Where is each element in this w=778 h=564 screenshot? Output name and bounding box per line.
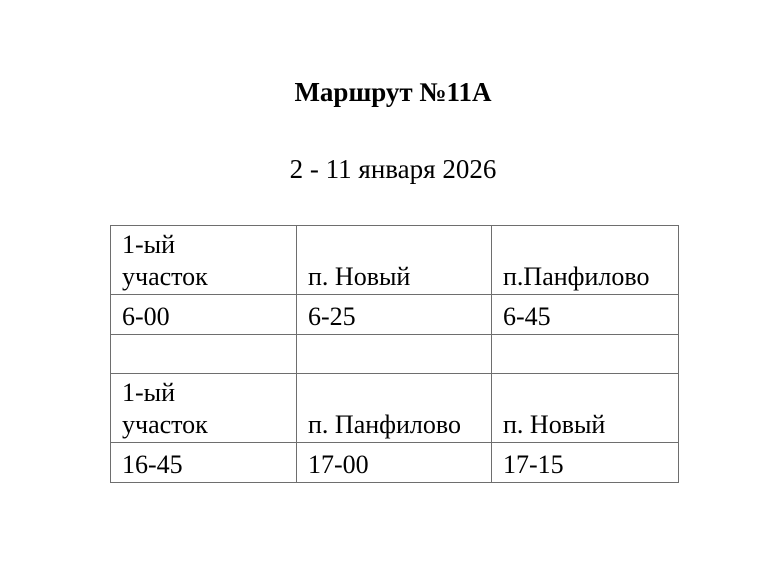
cell-time: 6-25 — [297, 295, 492, 335]
schedule-table — [110, 225, 679, 483]
cell-stop-2: п.Панфилово — [492, 226, 679, 295]
cell-text: 1-ый участок — [122, 230, 208, 291]
cell-time: 6-00 — [111, 295, 297, 335]
cell-empty — [297, 335, 492, 374]
table-row-empty — [111, 335, 679, 374]
cell-stop-2: п. Новый — [492, 374, 679, 443]
cell-text: 1-ый участок — [122, 378, 208, 439]
cell-stop-1: п. Панфилово — [297, 374, 492, 443]
cell-time: 17-00 — [297, 443, 492, 483]
cell-time: 17-15 — [492, 443, 679, 483]
table-row-times-evening — [111, 443, 679, 483]
cell-stop-1: п. Новый — [297, 226, 492, 295]
table-row-times-morning — [111, 295, 679, 335]
route-title: Маршрут №11А — [294, 77, 492, 107]
cell-empty — [111, 335, 297, 374]
cell-time: 16-45 — [111, 443, 297, 483]
table-row-header-evening — [111, 374, 679, 443]
table-row-header-morning — [111, 226, 679, 295]
cell-time: 6-45 — [492, 295, 679, 335]
date-range: 2 - 11 января 2026 — [289, 154, 497, 184]
cell-empty — [492, 335, 679, 374]
cell-start-point — [111, 226, 297, 295]
cell-start-point — [111, 374, 297, 443]
